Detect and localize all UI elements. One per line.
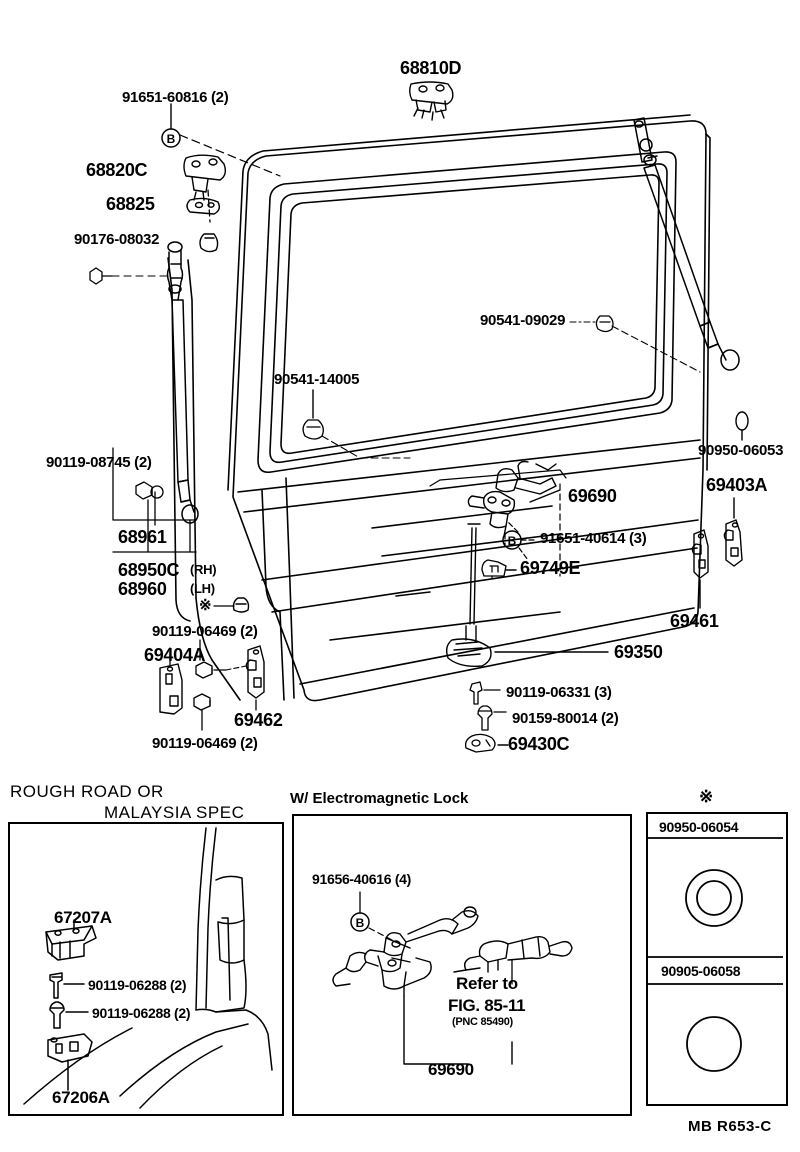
reference-mark-icon: ※ [199,597,212,614]
svg-text:B: B [166,132,176,146]
panel-rough-road [8,822,284,1116]
part-label-90950-06053: 90950-06053 [698,442,784,459]
refer-note-line1: Refer to [456,974,518,993]
part-label-90119-06288-a: 90119-06288 (2) [88,977,187,993]
part-label-90119-06469-b: 90119-06469 (2) [152,735,258,752]
refer-note-pnc: (PNC 85490) [452,1016,513,1028]
part-label-69690-panel: 69690 [428,1060,474,1079]
part-label-90119-08745: 90119-08745 (2) [46,454,152,471]
legend-reference-mark-icon: ※ [699,787,714,806]
part-label-68820c: 68820C [86,160,148,180]
part-label-90119-06288-b: 90119-06288 (2) [92,1005,191,1021]
panel-electromagnetic-heading: W/ Electromagnetic Lock [290,790,469,807]
diagram-footer-code: MB R653-C [688,1118,772,1135]
part-label-90541-14005: 90541-14005 [274,371,360,388]
part-label-69462: 69462 [234,710,283,730]
part-label-90119-06469-a: 90119-06469 (2) [152,623,258,640]
hand-marker-rh: (RH) [190,562,217,577]
part-label-90119-06331: 90119-06331 (3) [506,684,612,701]
part-label-68961: 68961 [118,527,167,547]
part-label-68960: 68960 [118,579,167,599]
panel-rough-road-heading-line2: MALAYSIA SPEC [104,803,245,822]
part-label-69690-main: 69690 [568,486,617,506]
part-label-91651-60816: 91651-60816 (2) [122,89,229,106]
svg-text:B: B [507,534,517,548]
part-label-68810d: 68810D [400,58,462,78]
legend-part-label-90905-06058: 90905-06058 [661,963,741,979]
part-label-67207a: 67207A [54,908,112,927]
part-label-68825: 68825 [106,194,155,214]
part-label-69430c: 69430C [508,734,570,754]
svg-text:B: B [355,916,365,930]
part-label-69461: 69461 [670,611,719,631]
part-label-90176-08032: 90176-08032 [74,231,160,248]
panel-rough-road-heading-line1: ROUGH ROAD OR [10,782,164,801]
hand-marker-lh: (LH) [190,581,215,596]
part-label-90541-09029: 90541-09029 [480,312,566,329]
legend-part-label-90950-06054: 90950-06054 [659,819,739,835]
part-label-67206a: 67206A [52,1088,110,1107]
part-label-69403a: 69403A [706,475,768,495]
part-label-90159-80014: 90159-80014 (2) [512,710,619,727]
refer-note-line2: FIG. 85-11 [448,996,526,1015]
panel-legend [646,812,788,1106]
part-label-91651-40614: 91651-40614 (3) [540,530,647,547]
part-label-69749e: 69749E [520,558,581,578]
part-label-69404a: 69404A [144,645,206,665]
part-label-69350: 69350 [614,642,663,662]
part-label-68950c: 68950C [118,560,180,580]
part-label-91656-40616: 91656-40616 (4) [312,871,412,887]
